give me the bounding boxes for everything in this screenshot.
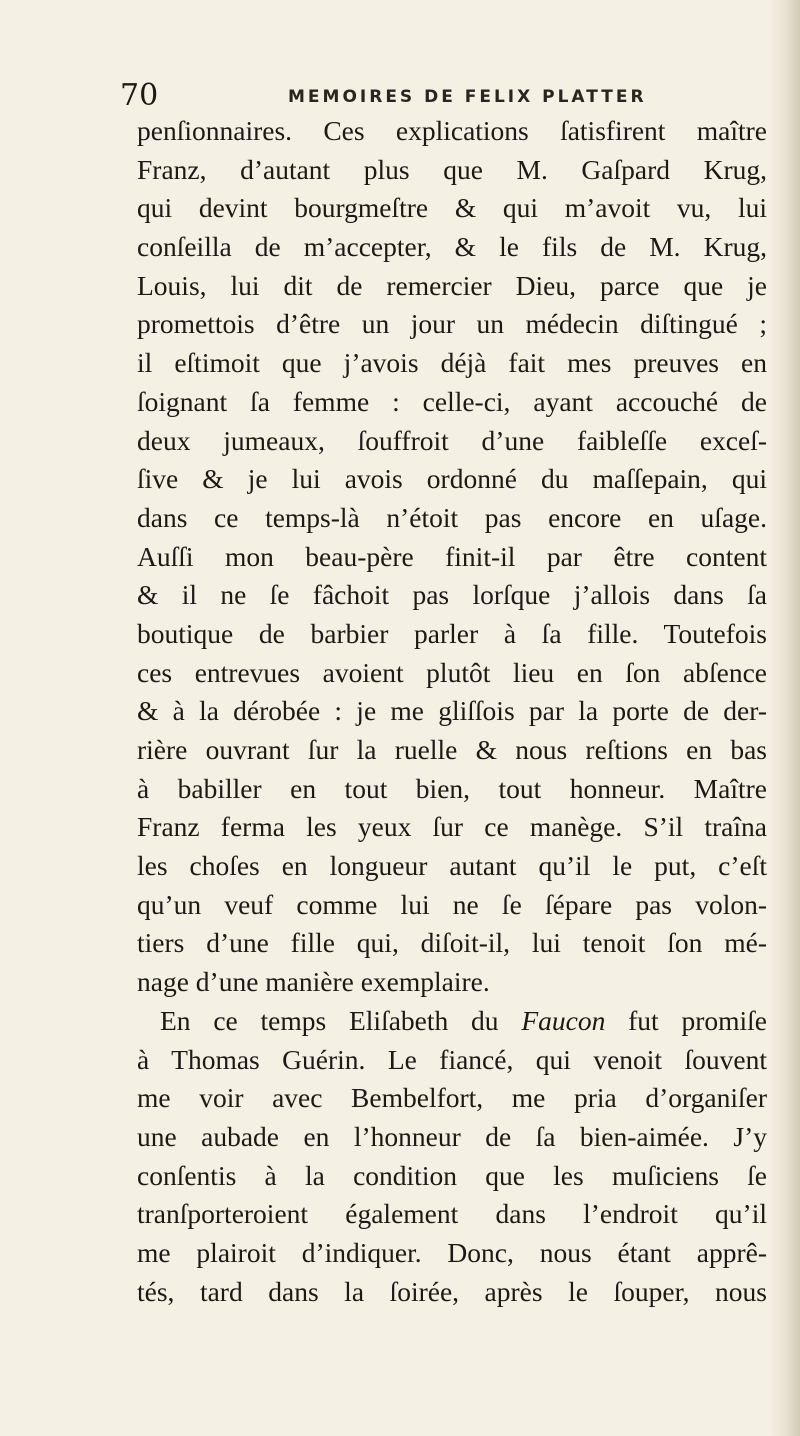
text-line: me plairoit d’indiquer. Donc, nous étant apprê- [137, 1236, 767, 1268]
text-line: tés, tard dans la ſoirée, après le ſouper, nous [137, 1275, 767, 1307]
text-line: ces entrevues avoient plutôt lieu en ſon abſence [137, 656, 767, 688]
running-title: MEMOIRES DE FELIX PLATTER [288, 87, 647, 107]
italic-inn-name: Faucon [521, 1004, 606, 1036]
page-number: 70 [120, 78, 159, 113]
text-line: boutique de barbier parler à ſa fille. Toutefois [137, 617, 767, 649]
text-line: Franz, d’autant plus que M. Gaſpard Krug, [137, 153, 767, 185]
text-line-paragraph-end: nage d’une manière exemplaire. [137, 966, 490, 998]
text-line: conſentis à la condition que les muſiciens ſe [137, 1159, 767, 1191]
text-line: qui devint bourgmeſtre & qui m’avoit vu, lui [137, 192, 767, 224]
text-run: En ce temps Eliſabeth du [160, 1004, 522, 1036]
text-line: qu’un veuf comme lui ne ſe ſépare pas volon- [137, 888, 767, 920]
text-line: une aubade en l’honneur de ſa bien-aimée. J’y [137, 1120, 767, 1152]
text-line: ſive & je lui avois ordonné du maſſepain, qui [137, 463, 767, 495]
text-line: & il ne ſe fâchoit pas lorſque j’allois dans ſa [137, 579, 767, 611]
text-line: Franz ferma les yeux ſur ce manège. S’il traîna [137, 811, 767, 843]
body-text [137, 112, 767, 1312]
text-line: me voir avec Bembelfort, me pria d’organiſer [137, 1082, 767, 1114]
text-line: ſoignant ſa femme : celle-ci, ayant accouché de [137, 385, 767, 417]
text-line: promettois d’être un jour un médecin diſtingué ; [137, 308, 767, 340]
text-run: fut promiſe [605, 1004, 767, 1036]
text-line: à babiller en tout bien, tout honneur. Maître [137, 772, 767, 804]
text-line: penſionnaires. Ces explications ſatisfirent maître [137, 115, 767, 146]
text-line: tiers d’une fille qui, diſoit-il, lui tenoit ſon mé- [137, 927, 767, 959]
text-line: & à la dérobée : je me gliſſois par la porte de der- [137, 695, 767, 727]
text-line: conſeilla de m’accepter, & le fils de M. Krug, [137, 231, 767, 263]
text-line: Auſſi mon beau-père finit-il par être content [137, 540, 767, 572]
text-line: deux jumeaux, ſouffroit d’une faibleſſe exceſ- [137, 424, 767, 456]
text-line: dans ce temps-là n’étoit pas encore en uſage. [137, 501, 767, 533]
paragraph-start-line [137, 1002, 767, 1041]
text-line: il eſtimoit que j’avois déjà fait mes preuves en [137, 347, 767, 379]
text-line: tranſporteroient également dans l’endroit qu’il [137, 1198, 767, 1230]
page-edge-shadow [786, 0, 800, 1436]
text-line: Louis, lui dit de remercier Dieu, parce que je [137, 269, 767, 301]
text-line: à Thomas Guérin. Le fiancé, qui venoit ſouvent [137, 1043, 767, 1075]
text-line: rière ouvrant ſur la ruelle & nous reſtions en bas [137, 734, 767, 765]
text-line: les choſes en longueur autant qu’il le put, c’eſt [137, 850, 767, 882]
